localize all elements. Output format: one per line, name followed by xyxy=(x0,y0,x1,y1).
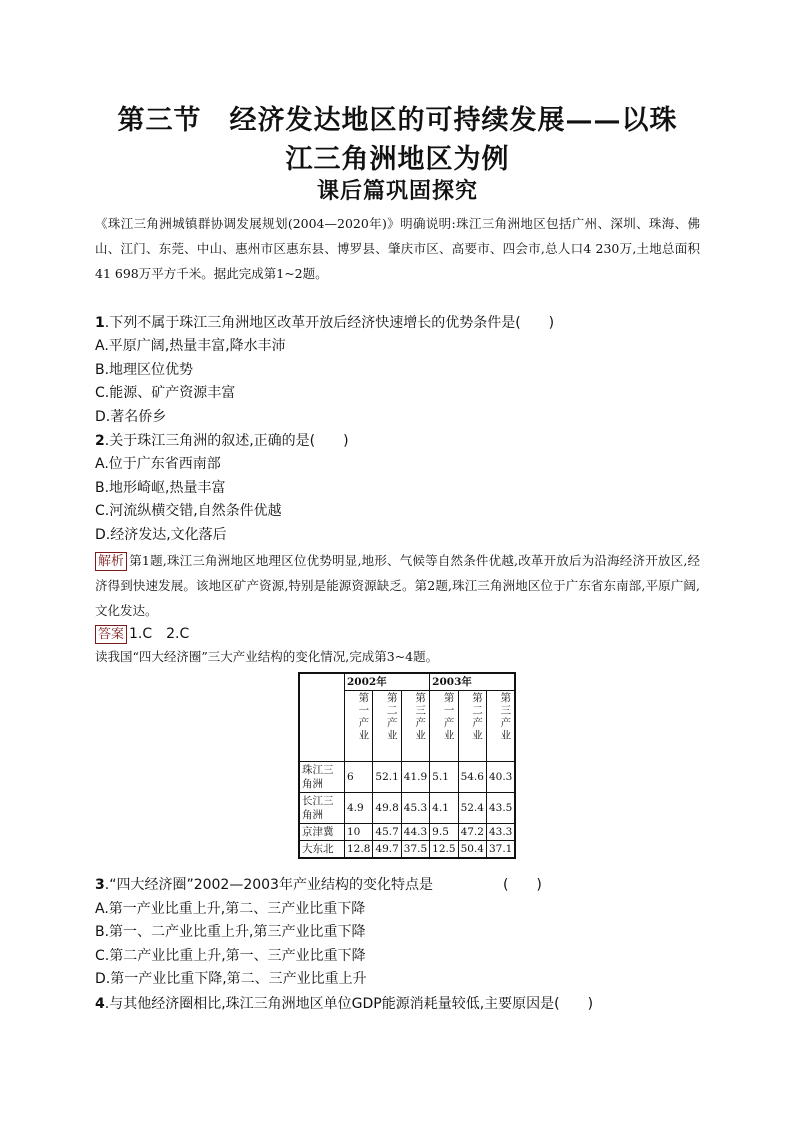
table-cell: 12.8 xyxy=(345,841,373,859)
industry-header: 第三产业 xyxy=(401,691,429,762)
table-row xyxy=(299,793,515,824)
q2-option-a: A.位于广东省西南部 xyxy=(95,456,221,472)
q3-option-d: D.第一产业比重下降,第二、三产业比重上升 xyxy=(95,971,367,987)
analysis-block xyxy=(95,548,700,623)
section-title-continued: 江三角洲地区为例 xyxy=(285,144,510,175)
table-cell: 10 xyxy=(345,824,373,841)
table-cell: 40.3 xyxy=(486,762,515,793)
industry-header: 第一产业 xyxy=(430,691,458,762)
table-cell: 45.3 xyxy=(401,793,429,824)
q1-option-c: C.能源、矿产资源丰富 xyxy=(95,385,236,401)
answer-text: 1.C 2.C xyxy=(129,626,190,642)
table-cell: 43.3 xyxy=(486,824,515,841)
question-3 xyxy=(95,875,700,895)
question-text: .关于珠江三角洲的叙述,正确的是( ) xyxy=(104,433,349,449)
q1-option-d: D.著名侨乡 xyxy=(95,409,167,425)
q3-option-c: C.第二产业比重上升,第一、三产业比重下降 xyxy=(95,948,366,964)
question-number: 3 xyxy=(95,877,105,893)
table-cell: 4.1 xyxy=(430,793,458,824)
table-cell: 49.7 xyxy=(373,841,401,859)
question-4 xyxy=(95,994,700,1014)
question-number: 2 xyxy=(95,433,105,449)
q3-option-a: A.第一产业比重上升,第二、三产业比重下降 xyxy=(95,901,366,917)
analysis-tag: 解析 xyxy=(95,552,127,571)
table-cell: 37.1 xyxy=(486,841,515,859)
industry-structure-table xyxy=(298,672,516,859)
table-cell: 50.4 xyxy=(458,841,486,859)
region-name: 京津冀 xyxy=(299,824,345,841)
q1-option-b: B.地理区位优势 xyxy=(95,362,194,378)
table-cell: 5.1 xyxy=(430,762,458,793)
q3-option-b: B.第一、二产业比重上升,第三产业比重下降 xyxy=(95,924,366,940)
table-cell: 6 xyxy=(345,762,373,793)
region-name: 珠江三角洲 xyxy=(299,762,345,793)
table-cell: 52.1 xyxy=(373,762,401,793)
table-cell: 52.4 xyxy=(458,793,486,824)
table-cell: 44.3 xyxy=(401,824,429,841)
industry-header: 第一产业 xyxy=(345,691,373,762)
section-title: 第三节 经济发达地区的可持续发展——以珠 xyxy=(117,105,678,136)
table-corner xyxy=(299,673,345,762)
table-cell: 37.5 xyxy=(401,841,429,859)
table-cell: 41.9 xyxy=(401,762,429,793)
table-cell: 12.5 xyxy=(430,841,458,859)
region-name: 长江三角洲 xyxy=(299,793,345,824)
question-number: 4 xyxy=(95,996,105,1012)
question-number: 1 xyxy=(95,315,105,331)
question-text: .下列不属于珠江三角洲地区改革开放后经济快速增长的优势条件是( ) xyxy=(104,315,555,331)
table-cell: 43.5 xyxy=(486,793,515,824)
year-header: 2002年 xyxy=(345,673,430,691)
q1-option-a: A.平原广阔,热量丰富,降水丰沛 xyxy=(95,338,286,354)
question-1 xyxy=(95,313,700,333)
table-row xyxy=(299,824,515,841)
subtitle: 课后篇巩固探究 xyxy=(316,178,478,204)
table-cell: 54.6 xyxy=(458,762,486,793)
analysis-text: 第1题,珠江三角洲地区地理区位优势明显,地形、气候等自然条件优越,改革开放后为沿海经济开放区,经济得到快速发展。该地区矿产资源,特别是能源资源缺乏。第2题,珠江三角洲地区位于广东省东南部,平原广阔,文化发达。 xyxy=(95,553,700,618)
table-cell: 49.8 xyxy=(373,793,401,824)
q2-option-b: B.地形崎岖,热量丰富 xyxy=(95,480,226,496)
year-header: 2003年 xyxy=(430,673,516,691)
answer-block xyxy=(95,624,189,644)
industry-header: 第三产业 xyxy=(486,691,515,762)
table-row xyxy=(299,841,515,859)
table-cell: 9.5 xyxy=(430,824,458,841)
table-cell: 4.9 xyxy=(345,793,373,824)
question-text: .与其他经济圈相比,珠江三角洲地区单位GDP能源消耗量较低,主要原因是( ) xyxy=(104,996,594,1012)
intro-paragraph: 《珠江三角洲城镇群协调发展规划(2004—2020年)》明确说明:珠江三角洲地区包括广州、深圳、珠海、佛山、江门、东莞、中山、惠州市区惠东县、博罗县、肇庆市区、高要市、四会市,总人口4 230万,土地总面积41 698万平方千米。据此完成第1~2题。 xyxy=(95,216,700,281)
region-name: 大东北 xyxy=(299,841,345,859)
industry-header: 第二产业 xyxy=(458,691,486,762)
industry-header: 第二产业 xyxy=(373,691,401,762)
answer-tag: 答案 xyxy=(95,625,127,644)
table-intro: 读我国“四大经济圈”三大产业结构的变化情况,完成第3~4题。 xyxy=(95,649,439,664)
table-cell: 45.7 xyxy=(373,824,401,841)
question-text: .“四大经济圈”2002—2003年产业结构的变化特点是 ( ) xyxy=(104,877,542,893)
table-row xyxy=(299,762,515,793)
q2-option-c: C.河流纵横交错,自然条件优越 xyxy=(95,503,282,519)
table-cell: 47.2 xyxy=(458,824,486,841)
q2-option-d: D.经济发达,文化落后 xyxy=(95,527,227,543)
question-2 xyxy=(95,431,700,451)
